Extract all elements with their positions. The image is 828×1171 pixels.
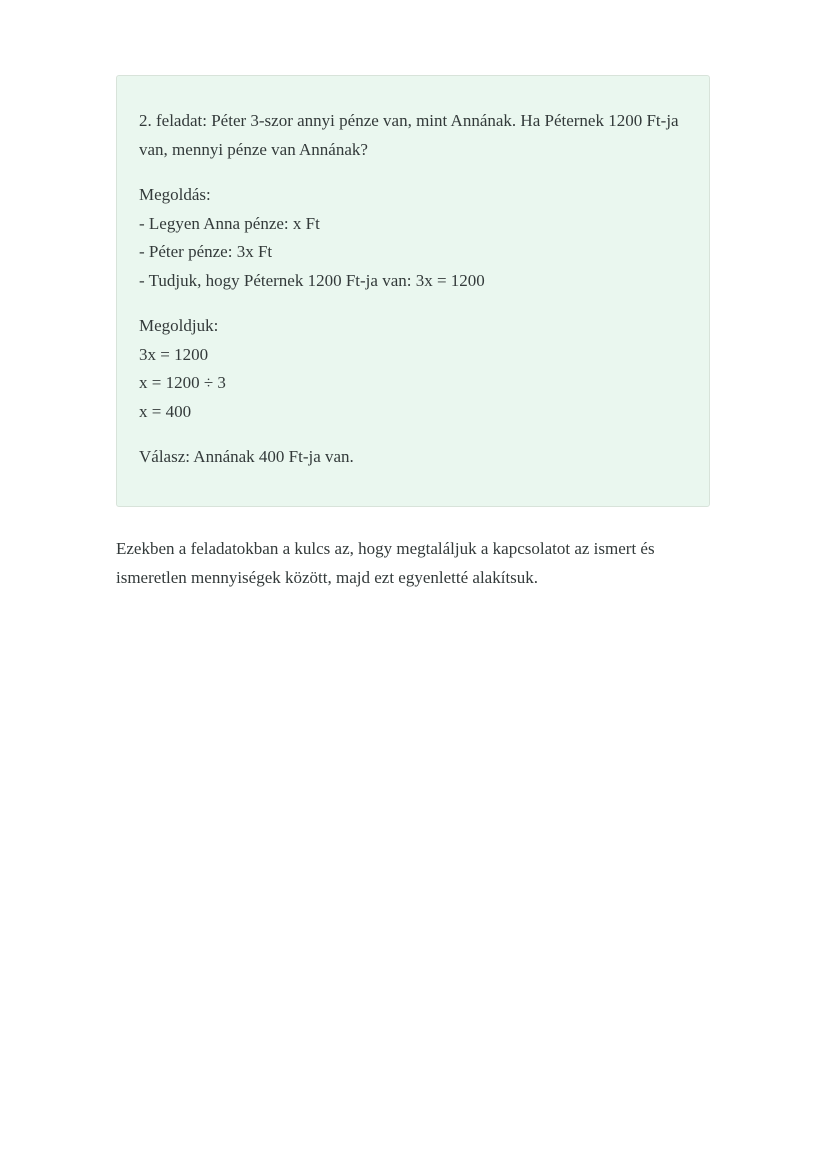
solution-step: - Péter pénze: 3x Ft <box>139 242 273 261</box>
solution-block <box>139 181 687 295</box>
solution-heading: Megoldás: <box>139 185 211 204</box>
content-column <box>116 75 710 593</box>
solve-step: x = 400 <box>139 401 192 421</box>
math-example-box <box>116 75 710 507</box>
solution-step: - Tudjuk, hogy Péternek 1200 Ft-ja van: 3x = 1200 <box>139 270 485 290</box>
solve-block <box>139 312 687 426</box>
solve-heading: Megoldjuk: <box>139 316 219 335</box>
solve-step: 3x = 1200 <box>139 344 209 364</box>
answer-line: Válasz: Annának 400 Ft-ja van. <box>139 447 354 466</box>
problem-statement: 2. feladat: Péter 3-szor annyi pénze van, mint Annának. Ha Péternek 1200 Ft-ja van, mennyi pénze van Annának? <box>139 111 679 159</box>
solve-step: x = 1200 ÷ 3 <box>139 373 226 392</box>
solution-step: - Legyen Anna pénze: x Ft <box>139 213 320 233</box>
closing-paragraph: Ezekben a feladatokban a kulcs az, hogy megtaláljuk a kapcsolatot az ismert és ismeretlen mennyiségek között, majd ezt egyenletté alakítsuk. <box>116 538 655 587</box>
